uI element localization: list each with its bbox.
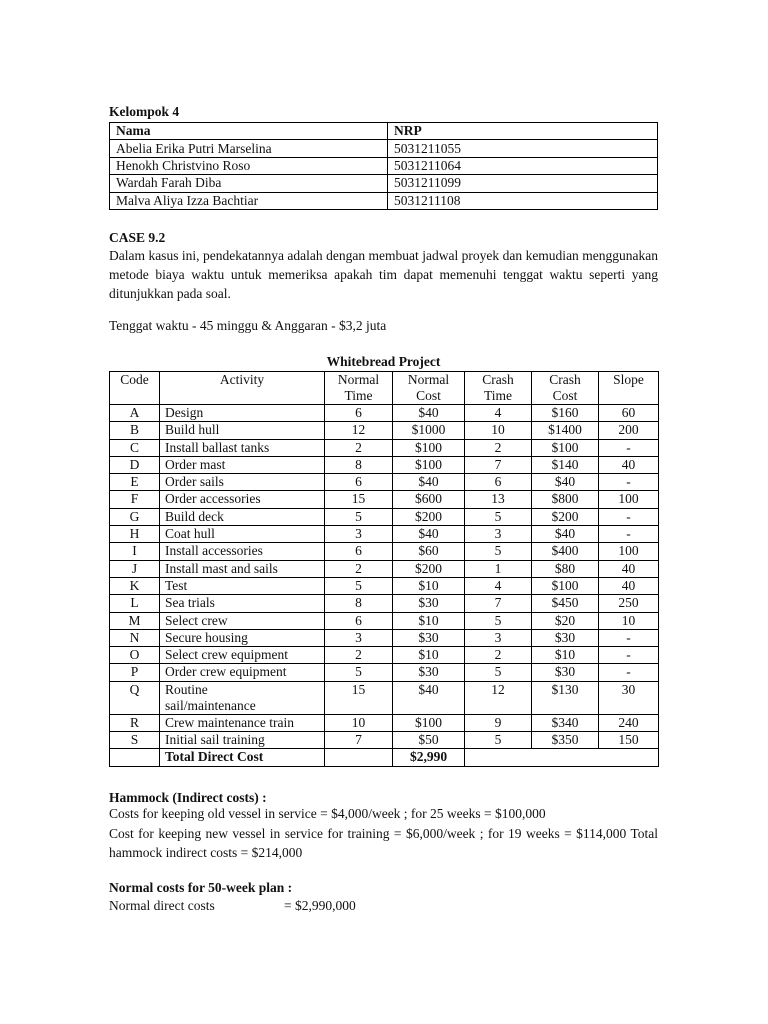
activity-name: Install mast and sails	[160, 560, 325, 577]
activity-row	[110, 439, 659, 456]
activity-row	[110, 560, 659, 577]
crash-time: 12	[465, 681, 532, 714]
activity-row	[110, 491, 659, 508]
activity-name: Design	[160, 405, 325, 422]
activity-code: R	[110, 714, 160, 731]
slope: -	[599, 439, 659, 456]
activity-code: E	[110, 474, 160, 491]
slope: 100	[599, 491, 659, 508]
crash-time: 4	[465, 405, 532, 422]
crash-time: 2	[465, 647, 532, 664]
activity-code: H	[110, 526, 160, 543]
normal-cost: $40	[393, 405, 465, 422]
activity-row	[110, 664, 659, 681]
crash-time: 9	[465, 714, 532, 731]
normal-cost: $10	[393, 612, 465, 629]
normal-costs-value: = $2,990,000	[284, 898, 356, 913]
activity-name-line: sail/maintenance	[165, 697, 256, 713]
members-header-nrp: NRP	[388, 123, 658, 140]
normal-cost: $10	[393, 577, 465, 594]
col-crash-cost-header: Crash Cost	[532, 372, 599, 405]
activity-code: M	[110, 612, 160, 629]
member-name: Henokh Christvino Roso	[110, 157, 388, 174]
activity-row	[110, 595, 659, 612]
normal-time: 6	[325, 474, 393, 491]
activity-code: F	[110, 491, 160, 508]
activity-code: C	[110, 439, 160, 456]
members-table	[109, 122, 658, 210]
activity-code: P	[110, 664, 160, 681]
case-heading: CASE 9.2	[109, 230, 166, 245]
crash-cost: $450	[532, 595, 599, 612]
crash-cost: $80	[532, 560, 599, 577]
normal-time: 8	[325, 595, 393, 612]
normal-time: 2	[325, 560, 393, 577]
crash-cost: $10	[532, 647, 599, 664]
activity-row	[110, 629, 659, 646]
normal-time: 2	[325, 439, 393, 456]
activity-name: Build hull	[160, 422, 325, 439]
slope: 40	[599, 577, 659, 594]
normal-time: 8	[325, 456, 393, 473]
crash-cost: $30	[532, 664, 599, 681]
crash-cost: $100	[532, 439, 599, 456]
activity-row	[110, 422, 659, 439]
activity-row	[110, 405, 659, 422]
member-name: Wardah Farah Diba	[110, 175, 388, 192]
slope: -	[599, 629, 659, 646]
hammock-paragraph: Cost for keeping new vessel in service for training = $6,000/week ; for 19 weeks = $114,000 Total hammock indirect costs = $214,000	[109, 826, 658, 860]
crash-time: 4	[465, 577, 532, 594]
members-header-row	[110, 123, 658, 140]
member-nrp: 5031211099	[388, 175, 658, 192]
case-paragraph: Dalam kasus ini, pendekatannya adalah dengan membuat jadwal proyek dan kemudian menggunakan metode biaya waktu untuk memeriksa apakah tim dapat memenuhi tenggat waktu seperti yang ditunjukkan pada soal.	[109, 248, 658, 301]
activity-code: S	[110, 732, 160, 749]
crash-cost: $40	[532, 474, 599, 491]
activity-code: N	[110, 629, 160, 646]
group-heading: Kelompok 4	[109, 104, 180, 119]
crash-time: 5	[465, 732, 532, 749]
total-empty-cell	[110, 749, 160, 766]
slope: 40	[599, 560, 659, 577]
activity-name: Initial sail training	[160, 732, 325, 749]
normal-cost: $100	[393, 456, 465, 473]
activity-name: Crew maintenance train	[160, 714, 325, 731]
activity-row	[110, 456, 659, 473]
activity-name: Coat hull	[160, 526, 325, 543]
crash-cost: $130	[532, 681, 599, 714]
member-row	[110, 157, 658, 174]
member-name: Malva Aliya Izza Bachtiar	[110, 192, 388, 209]
crash-time: 3	[465, 526, 532, 543]
activity-code: Q	[110, 681, 160, 714]
activity-code: G	[110, 508, 160, 525]
slope: 30	[599, 681, 659, 714]
activity-code: B	[110, 422, 160, 439]
slope: 100	[599, 543, 659, 560]
activity-name: Test	[160, 577, 325, 594]
crash-cost: $800	[532, 491, 599, 508]
crash-cost: $400	[532, 543, 599, 560]
crash-time: 2	[465, 439, 532, 456]
activity-name: Sea trials	[160, 595, 325, 612]
activity-code: L	[110, 595, 160, 612]
slope: 60	[599, 405, 659, 422]
normal-time: 6	[325, 612, 393, 629]
normal-time: 5	[325, 577, 393, 594]
col-slope-header: Slope	[599, 372, 659, 405]
slope: -	[599, 664, 659, 681]
crash-cost: $140	[532, 456, 599, 473]
normal-cost: $40	[393, 474, 465, 491]
member-nrp: 5031211108	[388, 192, 658, 209]
slope: -	[599, 647, 659, 664]
slope: 10	[599, 612, 659, 629]
normal-costs-heading: Normal costs for 50-week plan :	[109, 880, 293, 895]
activity-code: I	[110, 543, 160, 560]
normal-cost: $100	[393, 439, 465, 456]
normal-time: 2	[325, 647, 393, 664]
crash-cost: $350	[532, 732, 599, 749]
normal-cost: $100	[393, 714, 465, 731]
normal-cost: $10	[393, 647, 465, 664]
crash-time: 6	[465, 474, 532, 491]
slope: 150	[599, 732, 659, 749]
hammock-line: Costs for keeping old vessel in service = $4,000/week ; for 25 weeks = $100,000	[109, 806, 546, 821]
activity-code: O	[110, 647, 160, 664]
normal-time: 10	[325, 714, 393, 731]
normal-cost: $40	[393, 681, 465, 714]
crash-cost: $30	[532, 629, 599, 646]
normal-costs-label: Normal direct costs	[109, 898, 215, 913]
activity-row	[110, 612, 659, 629]
normal-cost: $40	[393, 526, 465, 543]
normal-cost: $200	[393, 560, 465, 577]
activity-row	[110, 508, 659, 525]
crash-time: 7	[465, 456, 532, 473]
crash-time: 5	[465, 612, 532, 629]
activity-row	[110, 647, 659, 664]
activity-name-line: Routine	[165, 681, 208, 697]
activity-name: Order sails	[160, 474, 325, 491]
total-empty-cell	[465, 749, 659, 766]
activity-code: A	[110, 405, 160, 422]
activity-name: Install ballast tanks	[160, 439, 325, 456]
total-empty-cell	[325, 749, 393, 766]
normal-time: 5	[325, 508, 393, 525]
crash-cost: $100	[532, 577, 599, 594]
activity-row	[110, 526, 659, 543]
total-row	[110, 749, 659, 766]
crash-time: 7	[465, 595, 532, 612]
activity-row	[110, 577, 659, 594]
members-header-name: Nama	[110, 123, 388, 140]
activity-name: Order accessories	[160, 491, 325, 508]
hammock-heading: Hammock (Indirect costs) :	[109, 790, 267, 805]
activity-name: Secure housing	[160, 629, 325, 646]
normal-time: 12	[325, 422, 393, 439]
normal-cost: $50	[393, 732, 465, 749]
activity-name: Order mast	[160, 456, 325, 473]
normal-costs-line	[109, 898, 658, 914]
crash-cost: $1400	[532, 422, 599, 439]
activity-code: J	[110, 560, 160, 577]
total-label: Total Direct Cost	[160, 749, 325, 766]
crash-time: 13	[465, 491, 532, 508]
activity-code: K	[110, 577, 160, 594]
slope: 200	[599, 422, 659, 439]
slope: 40	[599, 456, 659, 473]
project-title: Whitebread Project	[326, 354, 441, 369]
slope: -	[599, 474, 659, 491]
activity-name: Select crew equipment	[160, 647, 325, 664]
normal-cost: $30	[393, 664, 465, 681]
normal-time: 15	[325, 681, 393, 714]
slope: 250	[599, 595, 659, 612]
total-value: $2,990	[393, 749, 465, 766]
crash-time: 3	[465, 629, 532, 646]
activity-row	[110, 714, 659, 731]
crash-cost: $160	[532, 405, 599, 422]
normal-time: 6	[325, 543, 393, 560]
normal-cost: $30	[393, 595, 465, 612]
normal-cost: $200	[393, 508, 465, 525]
slope: -	[599, 526, 659, 543]
normal-cost: $1000	[393, 422, 465, 439]
activity-name: Build deck	[160, 508, 325, 525]
activity-code: D	[110, 456, 160, 473]
crash-time: 5	[465, 543, 532, 560]
activity-row	[110, 474, 659, 491]
member-nrp: 5031211055	[388, 140, 658, 157]
crash-cost: $20	[532, 612, 599, 629]
member-name: Abelia Erika Putri Marselina	[110, 140, 388, 157]
normal-time: 5	[325, 664, 393, 681]
normal-time: 3	[325, 629, 393, 646]
activity-name: Order crew equipment	[160, 664, 325, 681]
member-row	[110, 192, 658, 209]
col-crash-time-header: Crash Time	[465, 372, 532, 405]
normal-time: 6	[325, 405, 393, 422]
crash-time: 5	[465, 664, 532, 681]
normal-time: 15	[325, 491, 393, 508]
project-table	[109, 371, 659, 767]
col-normal-cost-header: Normal Cost	[393, 372, 465, 405]
member-row	[110, 140, 658, 157]
activity-name: Select crew	[160, 612, 325, 629]
activity-name	[160, 681, 325, 714]
crash-cost: $340	[532, 714, 599, 731]
col-normal-time-header: Normal Time	[325, 372, 393, 405]
slope: 240	[599, 714, 659, 731]
normal-time: 7	[325, 732, 393, 749]
normal-cost: $60	[393, 543, 465, 560]
slope: -	[599, 508, 659, 525]
activity-row	[110, 543, 659, 560]
crash-time: 5	[465, 508, 532, 525]
normal-time: 3	[325, 526, 393, 543]
normal-cost: $600	[393, 491, 465, 508]
crash-cost: $200	[532, 508, 599, 525]
member-row	[110, 175, 658, 192]
project-header-row	[110, 372, 659, 405]
col-activity-header: Activity	[160, 372, 325, 405]
col-code-header: Code	[110, 372, 160, 405]
deadline-text: Tenggat waktu - 45 minggu & Anggaran - $3,2 juta	[109, 318, 387, 333]
crash-cost: $40	[532, 526, 599, 543]
activity-row	[110, 732, 659, 749]
activity-name: Install accessories	[160, 543, 325, 560]
crash-time: 10	[465, 422, 532, 439]
member-nrp: 5031211064	[388, 157, 658, 174]
crash-time: 1	[465, 560, 532, 577]
activity-row	[110, 681, 659, 714]
normal-cost: $30	[393, 629, 465, 646]
